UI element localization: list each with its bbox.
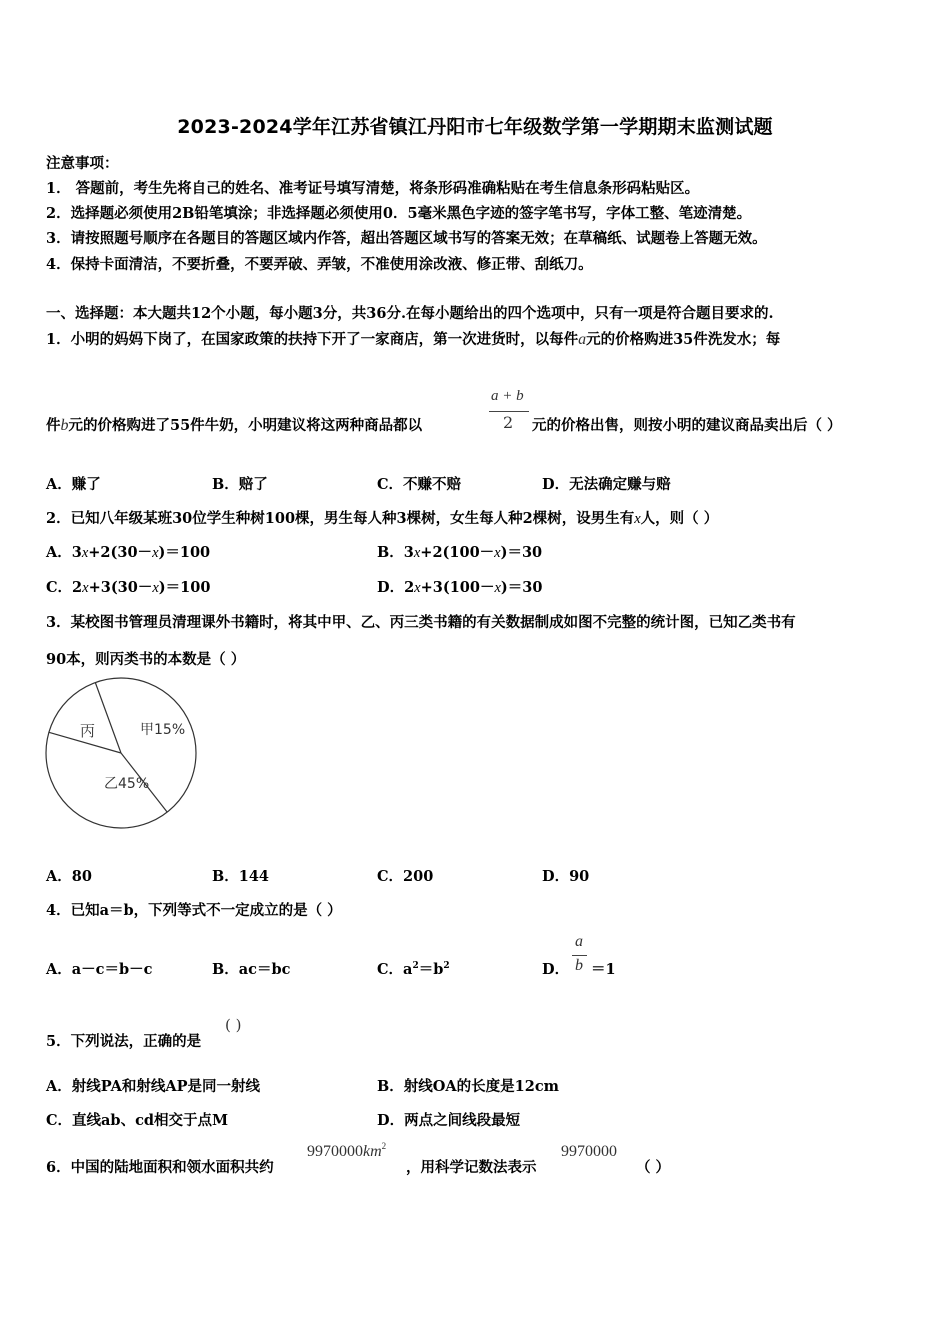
q1-text-b: 元的价格购进35件洗发水；每 (586, 331, 781, 348)
q2-b-suffix: )＝30 (500, 544, 543, 561)
q2-c-var: x (82, 580, 89, 596)
q3-option-a[interactable]: A．80 (46, 868, 92, 885)
q4-d-suffix: ＝1 (591, 961, 616, 978)
question-2-stem (46, 507, 718, 528)
q4-c-sup1: 2 (412, 961, 419, 971)
q2-option-b[interactable] (377, 541, 542, 562)
q4-d-numerator: a (575, 933, 583, 950)
question-6-stem-c: （ ） (636, 1159, 671, 1176)
q6-unit: km (363, 1143, 382, 1160)
notice-heading: 注意事项： (46, 155, 119, 172)
q5-option-b[interactable]: B．射线OA的长度是12cm (377, 1078, 559, 1095)
pie-chart (44, 676, 198, 830)
q2-d-var: x (414, 580, 421, 596)
q2-c-var2: x (152, 580, 159, 596)
q1-fraction-denominator: 2 (503, 413, 514, 432)
notice-item: 2．选择题必须使用2B铅笔填涂；非选择题必须使用0．5毫米黑色字迹的签字笔书写，字体工整、笔迹清楚。 (46, 205, 752, 222)
q4-option-a[interactable]: A．a－c＝b－c (46, 961, 153, 978)
q2-a-mid: +2(30－ (88, 544, 153, 561)
q2-a-suffix: )＝100 (158, 544, 211, 561)
q5-option-c[interactable]: C．直线ab、cd相交于点M (46, 1112, 229, 1129)
q3-option-b[interactable]: B．144 (212, 868, 270, 885)
q6-num2: 9970000 (561, 1143, 617, 1160)
q5-option-a[interactable]: A．射线PA和射线AP是同一射线 (46, 1078, 261, 1095)
question-1-line2a (46, 414, 422, 435)
q2-var: x (634, 511, 641, 527)
question-5-stem: 5．下列说法，正确的是 (46, 1033, 202, 1050)
notice-item: 4．保持卡面清洁，不要折叠，不要弄破、弄皱，不准使用涂改液、修正带、刮纸刀。 (46, 256, 593, 273)
question-3-line2: 90本，则丙类书的本数是（ ） (46, 651, 246, 668)
q2-d-mid: +3(100－ (420, 579, 495, 596)
q2-b-prefix: B．3 (377, 544, 414, 561)
q2-c-suffix: )＝100 (158, 579, 211, 596)
q1-text-e: 元的价格出售，则按小明的建议商品卖出后（ ） (532, 417, 842, 434)
section-heading: 一、选择题：本大题共12个小题，每小题3分，共36分.在每小题给出的四个选项中，只有一项是符合题目要求的. (46, 305, 774, 322)
question-6-stem-b: ，用科学记数法表示 (406, 1159, 537, 1176)
q4-c-prefix: C．a (377, 961, 413, 978)
q2-a-var2: x (152, 545, 159, 561)
question-6-stem-a: 6．中国的陆地面积和领水面积共约 (46, 1159, 274, 1176)
q1-text-c: 件 (46, 417, 61, 434)
q2-d-suffix: )＝30 (500, 579, 543, 596)
pie-label-bing: 丙 (80, 722, 96, 740)
q2-option-d[interactable] (377, 576, 542, 597)
q6-value-1 (307, 1143, 386, 1161)
q2-option-c[interactable] (46, 576, 210, 597)
q1-option-a[interactable]: A．赚了 (46, 476, 101, 493)
q2-text-b: 人，则（ ） (640, 510, 719, 527)
q4-d-fraction-bar (572, 955, 587, 956)
q1-text-a: 1．小明的妈妈下岗了，在国家政策的扶持下开了一家商店，第一次进货时，以每件 (46, 331, 579, 348)
q2-text-a: 2．已知八年级某班30位学生种树100棵，男生每人种3棵树，女生每人种2棵树，设男生有 (46, 510, 635, 527)
q1-text-d: 元的价格购进了55件牛奶，小明建议将这两种商品都以 (68, 417, 423, 434)
question-3-line1: 3．某校图书管理员清理课外书籍时，将其中甲、乙、丙三类书籍的有关数据制成如图不完整的统计图，已知乙类书有 (46, 614, 796, 631)
page-title: 2023-2024学年江苏省镇江丹阳市七年级数学第一学期期末监测试题 (177, 116, 773, 138)
q3-option-c[interactable]: C．200 (377, 868, 434, 885)
pie-label-yi: 乙45% (104, 776, 150, 792)
q2-c-prefix: C．2 (46, 579, 83, 596)
q2-d-var2: x (494, 580, 501, 596)
q3-option-d[interactable]: D．90 (542, 868, 590, 885)
q1-fraction-numerator: a + b (491, 388, 524, 404)
q2-c-mid: +3(30－ (88, 579, 153, 596)
q1-option-d[interactable]: D．无法确定赚与赔 (542, 476, 671, 493)
q2-option-a[interactable] (46, 541, 210, 562)
q1-option-c[interactable]: C．不赚不赔 (377, 476, 462, 493)
q2-d-prefix: D．2 (377, 579, 415, 596)
q4-d-denominator: b (575, 957, 583, 974)
q4-option-c[interactable] (377, 958, 450, 979)
question-4-stem: 4．已知a＝b，下列等式不一定成立的是（ ） (46, 902, 342, 919)
notice-item: 3．请按照题号顺序在各题目的答题区域内作答，超出答题区域书写的答案无效；在草稿纸、试题卷上答题无效。 (46, 230, 767, 247)
q4-option-d-prefix[interactable]: D． (542, 961, 570, 978)
q1-fraction-bar (489, 411, 529, 412)
q2-b-mid: +2(100－ (420, 544, 495, 561)
q2-a-prefix: A．3 (46, 544, 82, 561)
q2-b-var2: x (494, 545, 501, 561)
q5-option-d[interactable]: D．两点之间线段最短 (377, 1112, 521, 1129)
q1-var-b: b (60, 417, 69, 434)
q1-option-b[interactable]: B．赔了 (212, 476, 268, 493)
q4-c-sup2: 2 (443, 961, 450, 971)
q6-num1: 9970000 (307, 1143, 363, 1160)
q4-option-b[interactable]: B．ac＝bc (212, 961, 291, 978)
q6-unit-sup: 2 (381, 1141, 387, 1151)
q4-c-mid: ＝b (418, 961, 444, 978)
notice-item: 1． 答题前，考生先将自己的姓名、准考证号填写清楚，将条形码准确粘贴在考生信息条形码粘贴区。 (46, 180, 700, 197)
q1-var-a: a (578, 331, 587, 348)
q2-b-var: x (413, 545, 421, 561)
q2-a-var: x (81, 545, 89, 561)
pie-label-jia: 甲15% (140, 722, 186, 738)
q5-paren: ( ) (225, 1016, 242, 1034)
question-1-line1 (46, 328, 780, 349)
